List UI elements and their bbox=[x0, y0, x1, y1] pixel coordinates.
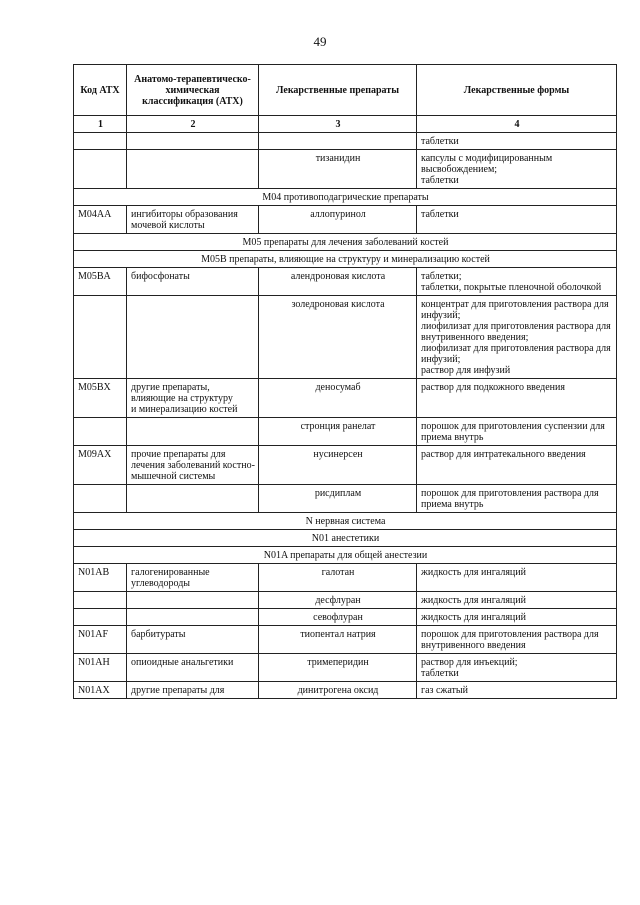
drug-name-cell: десфлуран bbox=[259, 592, 417, 609]
atx-class-cell bbox=[127, 296, 259, 379]
drug-name-cell: алендроновая кислота bbox=[259, 268, 417, 296]
dosage-form-cell: жидкость для ингаляций bbox=[417, 564, 617, 592]
drug-name-cell: золедроновая кислота bbox=[259, 296, 417, 379]
column-number: 2 bbox=[127, 116, 259, 133]
dosage-form-cell: раствор для интратекального введения bbox=[417, 446, 617, 485]
atx-code-cell: M04AA bbox=[74, 206, 127, 234]
dosage-form-cell: порошок для приготовления суспензии для приема внутрь bbox=[417, 418, 617, 446]
atx-class-cell: опиоидные анальгетики bbox=[127, 654, 259, 682]
dosage-form-cell: раствор для инъекций; таблетки bbox=[417, 654, 617, 682]
dosage-form-cell: таблетки bbox=[417, 206, 617, 234]
drug-name-cell: тиопентал натрия bbox=[259, 626, 417, 654]
dosage-form-cell: порошок для приготовления раствора для внутривенного введения bbox=[417, 626, 617, 654]
atx-class-cell bbox=[127, 485, 259, 513]
column-number: 4 bbox=[417, 116, 617, 133]
column-number: 1 bbox=[74, 116, 127, 133]
header-row bbox=[74, 65, 617, 116]
atx-code-cell bbox=[74, 485, 127, 513]
table-row bbox=[74, 654, 617, 682]
section-title: N01 анестетики bbox=[74, 530, 617, 547]
dosage-form-cell: порошок для приготовления раствора для приема внутрь bbox=[417, 485, 617, 513]
table-row bbox=[74, 206, 617, 234]
dosage-form-cell: таблетки; таблетки, покрытые пленочной оболочкой bbox=[417, 268, 617, 296]
table-body bbox=[74, 133, 617, 699]
atx-class-cell: барбитураты bbox=[127, 626, 259, 654]
section-title: M05 препараты для лечения заболеваний костей bbox=[74, 234, 617, 251]
atx-code-cell bbox=[74, 609, 127, 626]
column-number: 3 bbox=[259, 116, 417, 133]
atx-class-cell bbox=[127, 150, 259, 189]
atx-code-cell: N01AH bbox=[74, 654, 127, 682]
section-row bbox=[74, 251, 617, 268]
atx-class-cell bbox=[127, 418, 259, 446]
table-row bbox=[74, 609, 617, 626]
atx-class-cell bbox=[127, 609, 259, 626]
section-row bbox=[74, 234, 617, 251]
atx-class-cell: прочие препараты для лечения заболеваний костно-мышечной системы bbox=[127, 446, 259, 485]
drug-name-cell: нусинерсен bbox=[259, 446, 417, 485]
atx-code-cell: N01AF bbox=[74, 626, 127, 654]
table-row bbox=[74, 564, 617, 592]
section-row bbox=[74, 189, 617, 206]
atx-code-cell: N01AB bbox=[74, 564, 127, 592]
dosage-form-cell: капсулы с модифицированным высвобождением; таблетки bbox=[417, 150, 617, 189]
dosage-form-cell: газ сжатый bbox=[417, 682, 617, 699]
header-class: Анатомо-терапевтическо-химическая классификация (АТХ) bbox=[127, 65, 259, 116]
table-row bbox=[74, 418, 617, 446]
drug-name-cell: аллопуринол bbox=[259, 206, 417, 234]
page-number: 49 bbox=[313, 34, 327, 49]
table-row bbox=[74, 626, 617, 654]
drug-name-cell: динитрогена оксид bbox=[259, 682, 417, 699]
header-forms: Лекарственные формы bbox=[417, 65, 617, 116]
section-title: N нервная система bbox=[74, 513, 617, 530]
table-row bbox=[74, 485, 617, 513]
dosage-form-cell: раствор для подкожного введения bbox=[417, 379, 617, 418]
drug-name-cell: тримеперидин bbox=[259, 654, 417, 682]
drug-name-cell: галотан bbox=[259, 564, 417, 592]
header-drugs: Лекарственные препараты bbox=[259, 65, 417, 116]
atx-table bbox=[73, 64, 617, 699]
atx-code-cell bbox=[74, 133, 127, 150]
dosage-form-cell: жидкость для ингаляций bbox=[417, 609, 617, 626]
section-row bbox=[74, 530, 617, 547]
atx-code-cell: M05BX bbox=[74, 379, 127, 418]
table-row bbox=[74, 446, 617, 485]
atx-code-cell bbox=[74, 150, 127, 189]
drug-name-cell: деносумаб bbox=[259, 379, 417, 418]
atx-class-cell: другие препараты, влияющие на структуру и минерализацию костей bbox=[127, 379, 259, 418]
table-row bbox=[74, 268, 617, 296]
atx-class-cell bbox=[127, 592, 259, 609]
dosage-form-cell: таблетки bbox=[417, 133, 617, 150]
header-code: Код АТХ bbox=[74, 65, 127, 116]
table-row bbox=[74, 150, 617, 189]
section-title: M04 противоподагрические препараты bbox=[74, 189, 617, 206]
drug-name-cell bbox=[259, 133, 417, 150]
drug-name-cell: севофлуран bbox=[259, 609, 417, 626]
dosage-form-cell: концентрат для приготовления раствора для инфузий; лиофилизат для приготовления раствора для внутривенного введения; лиофилизат для приготовления раствора для инфузий; раствор для инфузий bbox=[417, 296, 617, 379]
atx-code-cell bbox=[74, 418, 127, 446]
column-number-row bbox=[74, 116, 617, 133]
atx-code-cell: M09AX bbox=[74, 446, 127, 485]
atx-class-cell: галогенированные углеводороды bbox=[127, 564, 259, 592]
atx-code-cell bbox=[74, 592, 127, 609]
atx-class-cell bbox=[127, 133, 259, 150]
table-row bbox=[74, 682, 617, 699]
section-title: M05B препараты, влияющие на структуру и минерализацию костей bbox=[74, 251, 617, 268]
atx-code-cell bbox=[74, 296, 127, 379]
atx-class-cell: бифосфонаты bbox=[127, 268, 259, 296]
drug-name-cell: рисдиплам bbox=[259, 485, 417, 513]
atx-class-cell: ингибиторы образования мочевой кислоты bbox=[127, 206, 259, 234]
drug-name-cell: стронция ранелат bbox=[259, 418, 417, 446]
section-row bbox=[74, 547, 617, 564]
table-row bbox=[74, 296, 617, 379]
drug-name-cell: тизанидин bbox=[259, 150, 417, 189]
atx-code-cell: N01AX bbox=[74, 682, 127, 699]
section-row bbox=[74, 513, 617, 530]
table-row bbox=[74, 133, 617, 150]
table-row bbox=[74, 379, 617, 418]
atx-code-cell: M05BA bbox=[74, 268, 127, 296]
table-row bbox=[74, 592, 617, 609]
dosage-form-cell: жидкость для ингаляций bbox=[417, 592, 617, 609]
section-title: N01A препараты для общей анестезии bbox=[74, 547, 617, 564]
atx-class-cell: другие препараты для bbox=[127, 682, 259, 699]
